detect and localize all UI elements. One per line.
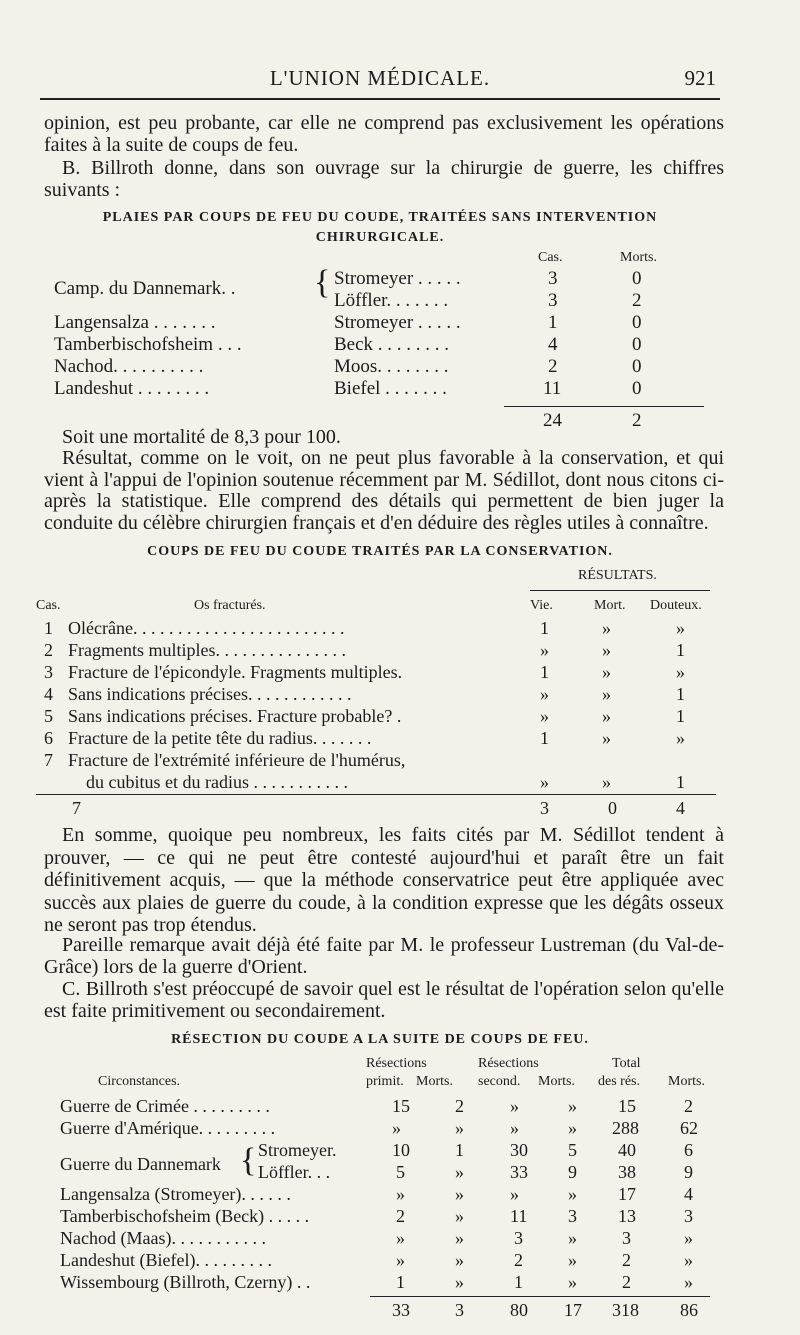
conservation-paragraph: Résultat, comme on le voit, on ne peut plus favorable à la conservation, et qui vient à l'appui de l'opinion soutenue récemment par M. Sédillot, dont nous citons ci-après la statistique. Elle comprend des détails qui permettent de bien juger la conduite du célèbre chirurgien français et d'en déduire des règles utiles à connaître. — [44, 447, 724, 534]
intro-paragraph-2: B. Billroth donne, dans son ouvrage sur la chirurgie de guerre, les chiffres suivants : — [44, 157, 724, 201]
table3-header-row1: Résections Résections Total — [366, 1056, 641, 1071]
mortality-sentence: Soit une mortalité de 8,3 pour 100. — [62, 426, 341, 448]
lustreman-paragraph: Pareille remarque avait déjà été faite par M. le professeur Lustreman (du Val-de-Grâce) lors de la guerre d'Orient. — [44, 934, 724, 978]
table3-row: Tamberbischofsheim (Beck) . . . . . 2 » 11 3 13 3 — [60, 1206, 693, 1226]
table2-resultats-rule — [530, 590, 710, 591]
table3-row: Stromeyer. 10 1 30 5 40 6 — [258, 1140, 693, 1160]
table2-header-row: Cas. Os fracturés. Vie. Mort. Douteux. — [36, 598, 702, 613]
table1-col-morts: Morts. — [620, 250, 657, 265]
table1-row: Langensalza . . . . . . . Stromeyer . . . . . 1 0 — [54, 312, 642, 333]
billroth-paragraph: C. Billroth s'est préoccupé de savoir quel est le résultat de l'opération selon qu'elle est faite primitivement ou secondairement. — [44, 978, 724, 1022]
table1-total-cas: 24 — [543, 410, 562, 431]
intro-paragraph-1: opinion, est peu probante, car elle ne comprend pas exclusivement les opérations faites à la suite de coups de feu. — [44, 112, 724, 156]
table2-resultats-label: RÉSULTATS. — [578, 568, 657, 583]
brace: { — [314, 264, 331, 301]
table2-row: 1 Olécrâne. . . . . . . . . . . . . . . . . . . . . . . . 1 » » — [44, 618, 685, 638]
table2-row: 3 Fracture de l'épicondyle. Fragments multiples. 1 » » — [44, 662, 685, 682]
table3-row: Löffler. . . 5 » 33 9 38 9 — [258, 1162, 693, 1182]
table2-row: 4 Sans indications précises. . . . . . . . . . . . » » 1 — [44, 684, 685, 704]
table3-total-row: 33 3 80 17 318 86 — [392, 1300, 698, 1320]
table3-heading: RÉSECTION DU COUDE A LA SUITE DE COUPS DE FEU. — [171, 1032, 589, 1047]
table2-row: 2 Fragments multiples. . . . . . . . . . . . . . . » » 1 — [44, 640, 685, 660]
table2-row: 5 Sans indications précises. Fracture probable? . » » 1 — [44, 706, 685, 726]
table1-row: Nachod. . . . . . . . . . Moos. . . . . . . . 2 0 — [54, 356, 642, 377]
table2-total-row: 7 3 0 4 — [72, 798, 685, 818]
table2-row: du cubitus et du radius . . . . . . . . . . . » » 1 — [86, 772, 685, 792]
table1-heading-line1: PLAIES PAR COUPS DE FEU DU COUDE, TRAITÉES SANS INTERVENTION — [102, 210, 658, 225]
table2-total-rule — [36, 794, 716, 795]
table2-row: 6 Fracture de la petite tête du radius. . . . . . . 1 » » — [44, 728, 685, 748]
table2-row: 7 Fracture de l'extrémité inférieure de l'humérus, — [44, 750, 406, 770]
table3-row: Wissembourg (Billroth, Czerny) . . 1 » 1 » 2 » — [60, 1272, 693, 1292]
table3-header-row2: Circonstances. primit. Morts. second. Morts. des rés. Morts. — [98, 1074, 705, 1089]
table3-row: Guerre de Crimée . . . . . . . . . 15 2 » » 15 2 — [60, 1096, 693, 1116]
summary-paragraph: En somme, quoique peu nombreux, les faits cités par M. Sédillot tendent à prouver, — ce qui ne peut être contesté aujourd'hui et paraît être un fait définitivement acquis, — que la méthode conservatrice peut être appliquée avec succès aux plaies de guerre du coude, à la condition expresse que les dégâts osseux ne seront pas trop étendus. — [44, 824, 724, 936]
table1-row: Landeshut . . . . . . . . Biefel . . . . . . . 11 0 — [54, 378, 642, 399]
table1-total-morts: 2 — [632, 410, 642, 431]
table3-row: Langensalza (Stromeyer). . . . . . » » » » 17 4 — [60, 1184, 693, 1204]
table1-row: Löffler. . . . . . . 3 2 — [334, 290, 642, 311]
table3-total-rule — [370, 1296, 710, 1297]
table3-row: Nachod (Maas). . . . . . . . . . . » » 3 » 3 » — [60, 1228, 693, 1248]
table1-heading-line2: CHIRURGICALE. — [315, 230, 445, 245]
dannemark-label: Guerre du Dannemark — [60, 1154, 221, 1174]
table3-row: Landeshut (Biefel). . . . . . . . . » » 2 » 2 » — [60, 1250, 693, 1270]
head-rule — [40, 98, 720, 100]
table1-row: Tamberbischofsheim . . . Beck . . . . . . . . 4 0 — [54, 334, 642, 355]
table1-total-rule — [504, 406, 704, 407]
table1-row: Camp. du Dannemark. . Stromeyer . . . . . 3 0 — [54, 268, 642, 299]
journal-title: L'UNION MÉDICALE. — [269, 66, 491, 90]
table2-heading: COUPS DE FEU DU COUDE TRAITÉS PAR LA CONSERVATION. — [147, 544, 613, 559]
brace: { — [240, 1142, 257, 1179]
table3-row: Guerre d'Amérique. . . . . . . . . » » » » 288 62 — [60, 1118, 698, 1138]
page-number: 921 — [684, 66, 716, 90]
running-head — [40, 66, 720, 96]
table1-col-cas: Cas. — [538, 250, 563, 265]
